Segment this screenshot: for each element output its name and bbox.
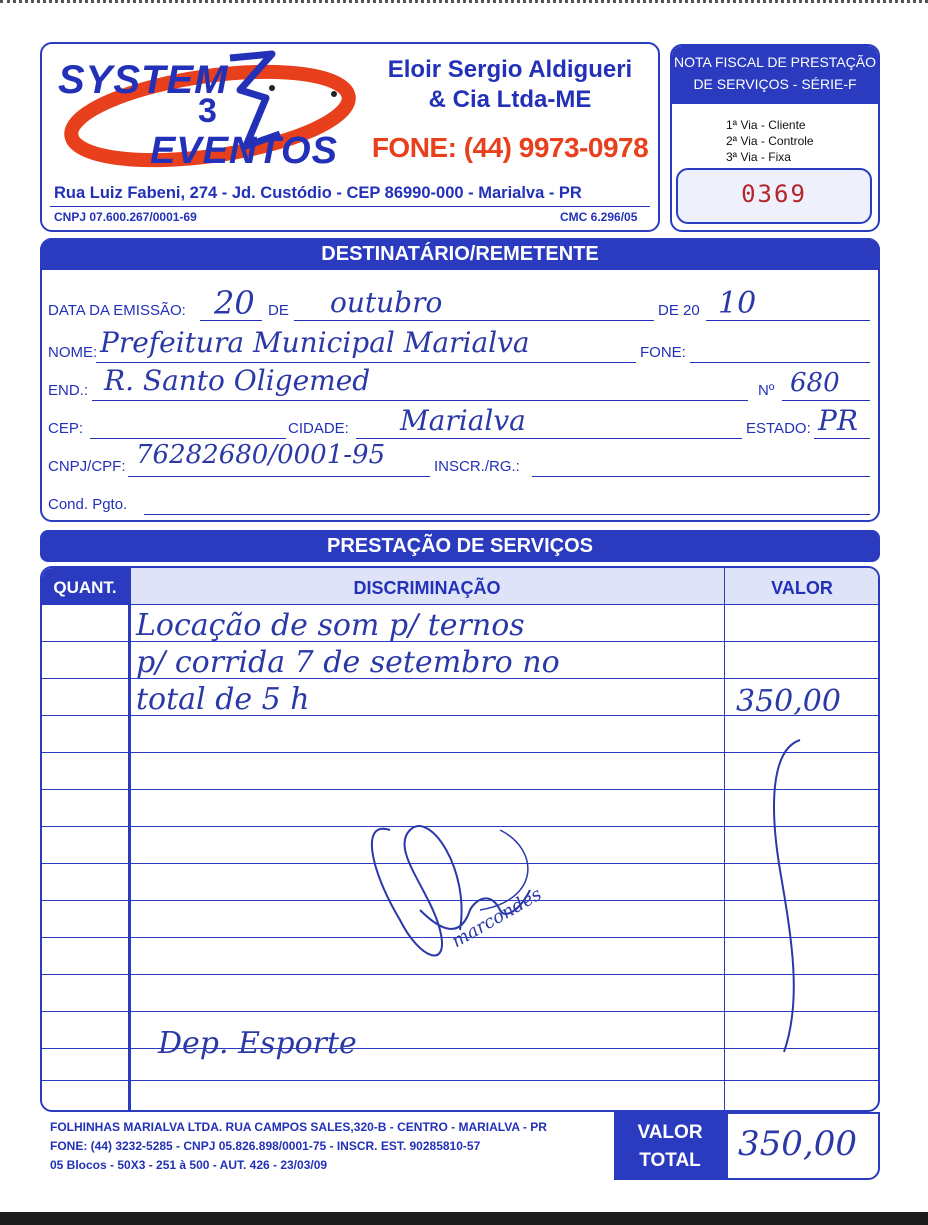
line-cep xyxy=(90,438,286,439)
line-cond-pgto xyxy=(144,514,870,515)
total-value: 350,00 xyxy=(738,1124,857,1164)
label-fone: FONE: xyxy=(640,344,686,361)
nota-via-2: 2ª Via - Controle xyxy=(726,134,814,148)
col-divider-valor xyxy=(724,568,725,1110)
label-cnpj-cpf: CNPJ/CPF: xyxy=(48,458,126,475)
address-divider xyxy=(50,206,650,207)
label-nome: NOME: xyxy=(48,344,98,361)
line-estado xyxy=(814,438,870,439)
company-cnpj: CNPJ 07.600.267/0001-69 xyxy=(54,210,197,224)
destinatario-title: DESTINATÁRIO/REMETENTE xyxy=(40,238,880,270)
value-mes: outubro xyxy=(330,286,443,319)
signature-name: marcondes xyxy=(448,883,546,953)
col-quant-header: QUANT. xyxy=(53,578,117,597)
line-cidade xyxy=(356,438,742,439)
bottom-edge xyxy=(0,1212,928,1225)
company-name-line1: Eloir Sergio Aldigueri xyxy=(387,56,633,83)
total-label-1: VALOR xyxy=(637,1122,703,1143)
value-ano: 10 xyxy=(718,286,757,321)
line-mes xyxy=(294,320,654,321)
label-cidade: CIDADE: xyxy=(288,420,349,437)
top-perforation xyxy=(0,0,928,3)
logo-text-system: SYSTEM xyxy=(58,58,229,102)
label-cep: CEP: xyxy=(48,420,84,437)
servicos-title: PRESTAÇÃO DE SERVIÇOS xyxy=(40,530,880,562)
value-estado: PR xyxy=(818,404,858,437)
nota-via-1: 1ª Via - Cliente xyxy=(726,118,806,132)
col-valor-header: VALOR xyxy=(771,578,833,598)
company-address: Rua Luiz Fabeni, 274 - Jd. Custódio - CEP 86990-000 - Marialva - PR xyxy=(54,184,582,202)
value-cidade: Marialva xyxy=(400,404,526,437)
value-nome: Prefeitura Municipal Marialva xyxy=(100,326,530,359)
row-rule xyxy=(42,604,880,605)
col-discriminacao-header: DISCRIMINAÇÃO xyxy=(353,578,501,598)
label-data-emissao: DATA DA EMISSÃO: xyxy=(48,302,186,319)
signature-icon xyxy=(350,810,580,1010)
nota-number: 0369 xyxy=(741,180,807,208)
line-end xyxy=(92,400,748,401)
bracket-stroke-icon xyxy=(740,730,820,1060)
label-cond-pgto: Cond. Pgto. xyxy=(48,496,128,513)
label-de-2: DE 20 xyxy=(658,302,700,319)
line-numero xyxy=(782,400,870,401)
label-inscr-rg: INSCR./RG.: xyxy=(434,458,520,475)
footer-printer-line3: 05 Blocos - 50X3 - 251 à 500 - AUT. 426 - 23/03/09 xyxy=(50,1158,328,1172)
label-end: END.: xyxy=(48,382,89,399)
company-cmc: CMC 6.296/05 xyxy=(560,210,638,224)
nota-title-line1: NOTA FISCAL DE PRESTAÇÃO xyxy=(673,54,876,70)
service-line-3: total de 5 h xyxy=(136,682,310,717)
logo-text-eventos: EVENTOS xyxy=(150,130,338,172)
nota-title-line2: DE SERVIÇOS - SÉRIE-F xyxy=(693,76,857,92)
service-line-1: Locação de som p/ ternos xyxy=(136,608,525,643)
total-label-2: TOTAL xyxy=(639,1150,701,1171)
label-estado: ESTADO: xyxy=(746,420,811,437)
line-fone xyxy=(690,362,870,363)
col-divider-quant xyxy=(128,568,131,1110)
service-line-2: p/ corrida 7 de setembro no xyxy=(136,645,560,680)
company-name-line2: & Cia Ltda-ME xyxy=(428,86,592,113)
value-dia: 20 xyxy=(214,284,255,322)
logo-digit: 3 xyxy=(198,92,217,130)
value-numero: 680 xyxy=(790,368,840,398)
label-de-1: DE xyxy=(268,302,289,319)
footer-printer-line2: FONE: (44) 3232-5285 - CNPJ 05.826.898/0001-75 - INSCR. EST. 90285810-57 xyxy=(50,1139,481,1153)
value-endereco: R. Santo Oligemed xyxy=(104,364,371,397)
row-rule xyxy=(42,1080,880,1081)
service-line-value: 350,00 xyxy=(736,684,841,719)
line-nome xyxy=(96,362,636,363)
line-cnpj-cpf xyxy=(128,476,430,477)
value-cnpj-cpf: 76282680/0001-95 xyxy=(136,440,386,470)
footer-printer-line1: FOLHINHAS MARIALVA LTDA. RUA CAMPOS SALES,320-B - CENTRO - MARIALVA - PR xyxy=(50,1120,547,1134)
nota-via-3: 3ª Via - Fixa xyxy=(726,150,791,164)
line-inscr-rg xyxy=(532,476,870,477)
company-phone: FONE: (44) 9973-0978 xyxy=(371,132,649,163)
service-note: Dep. Esporte xyxy=(158,1026,357,1061)
label-numero: Nº xyxy=(758,382,775,399)
